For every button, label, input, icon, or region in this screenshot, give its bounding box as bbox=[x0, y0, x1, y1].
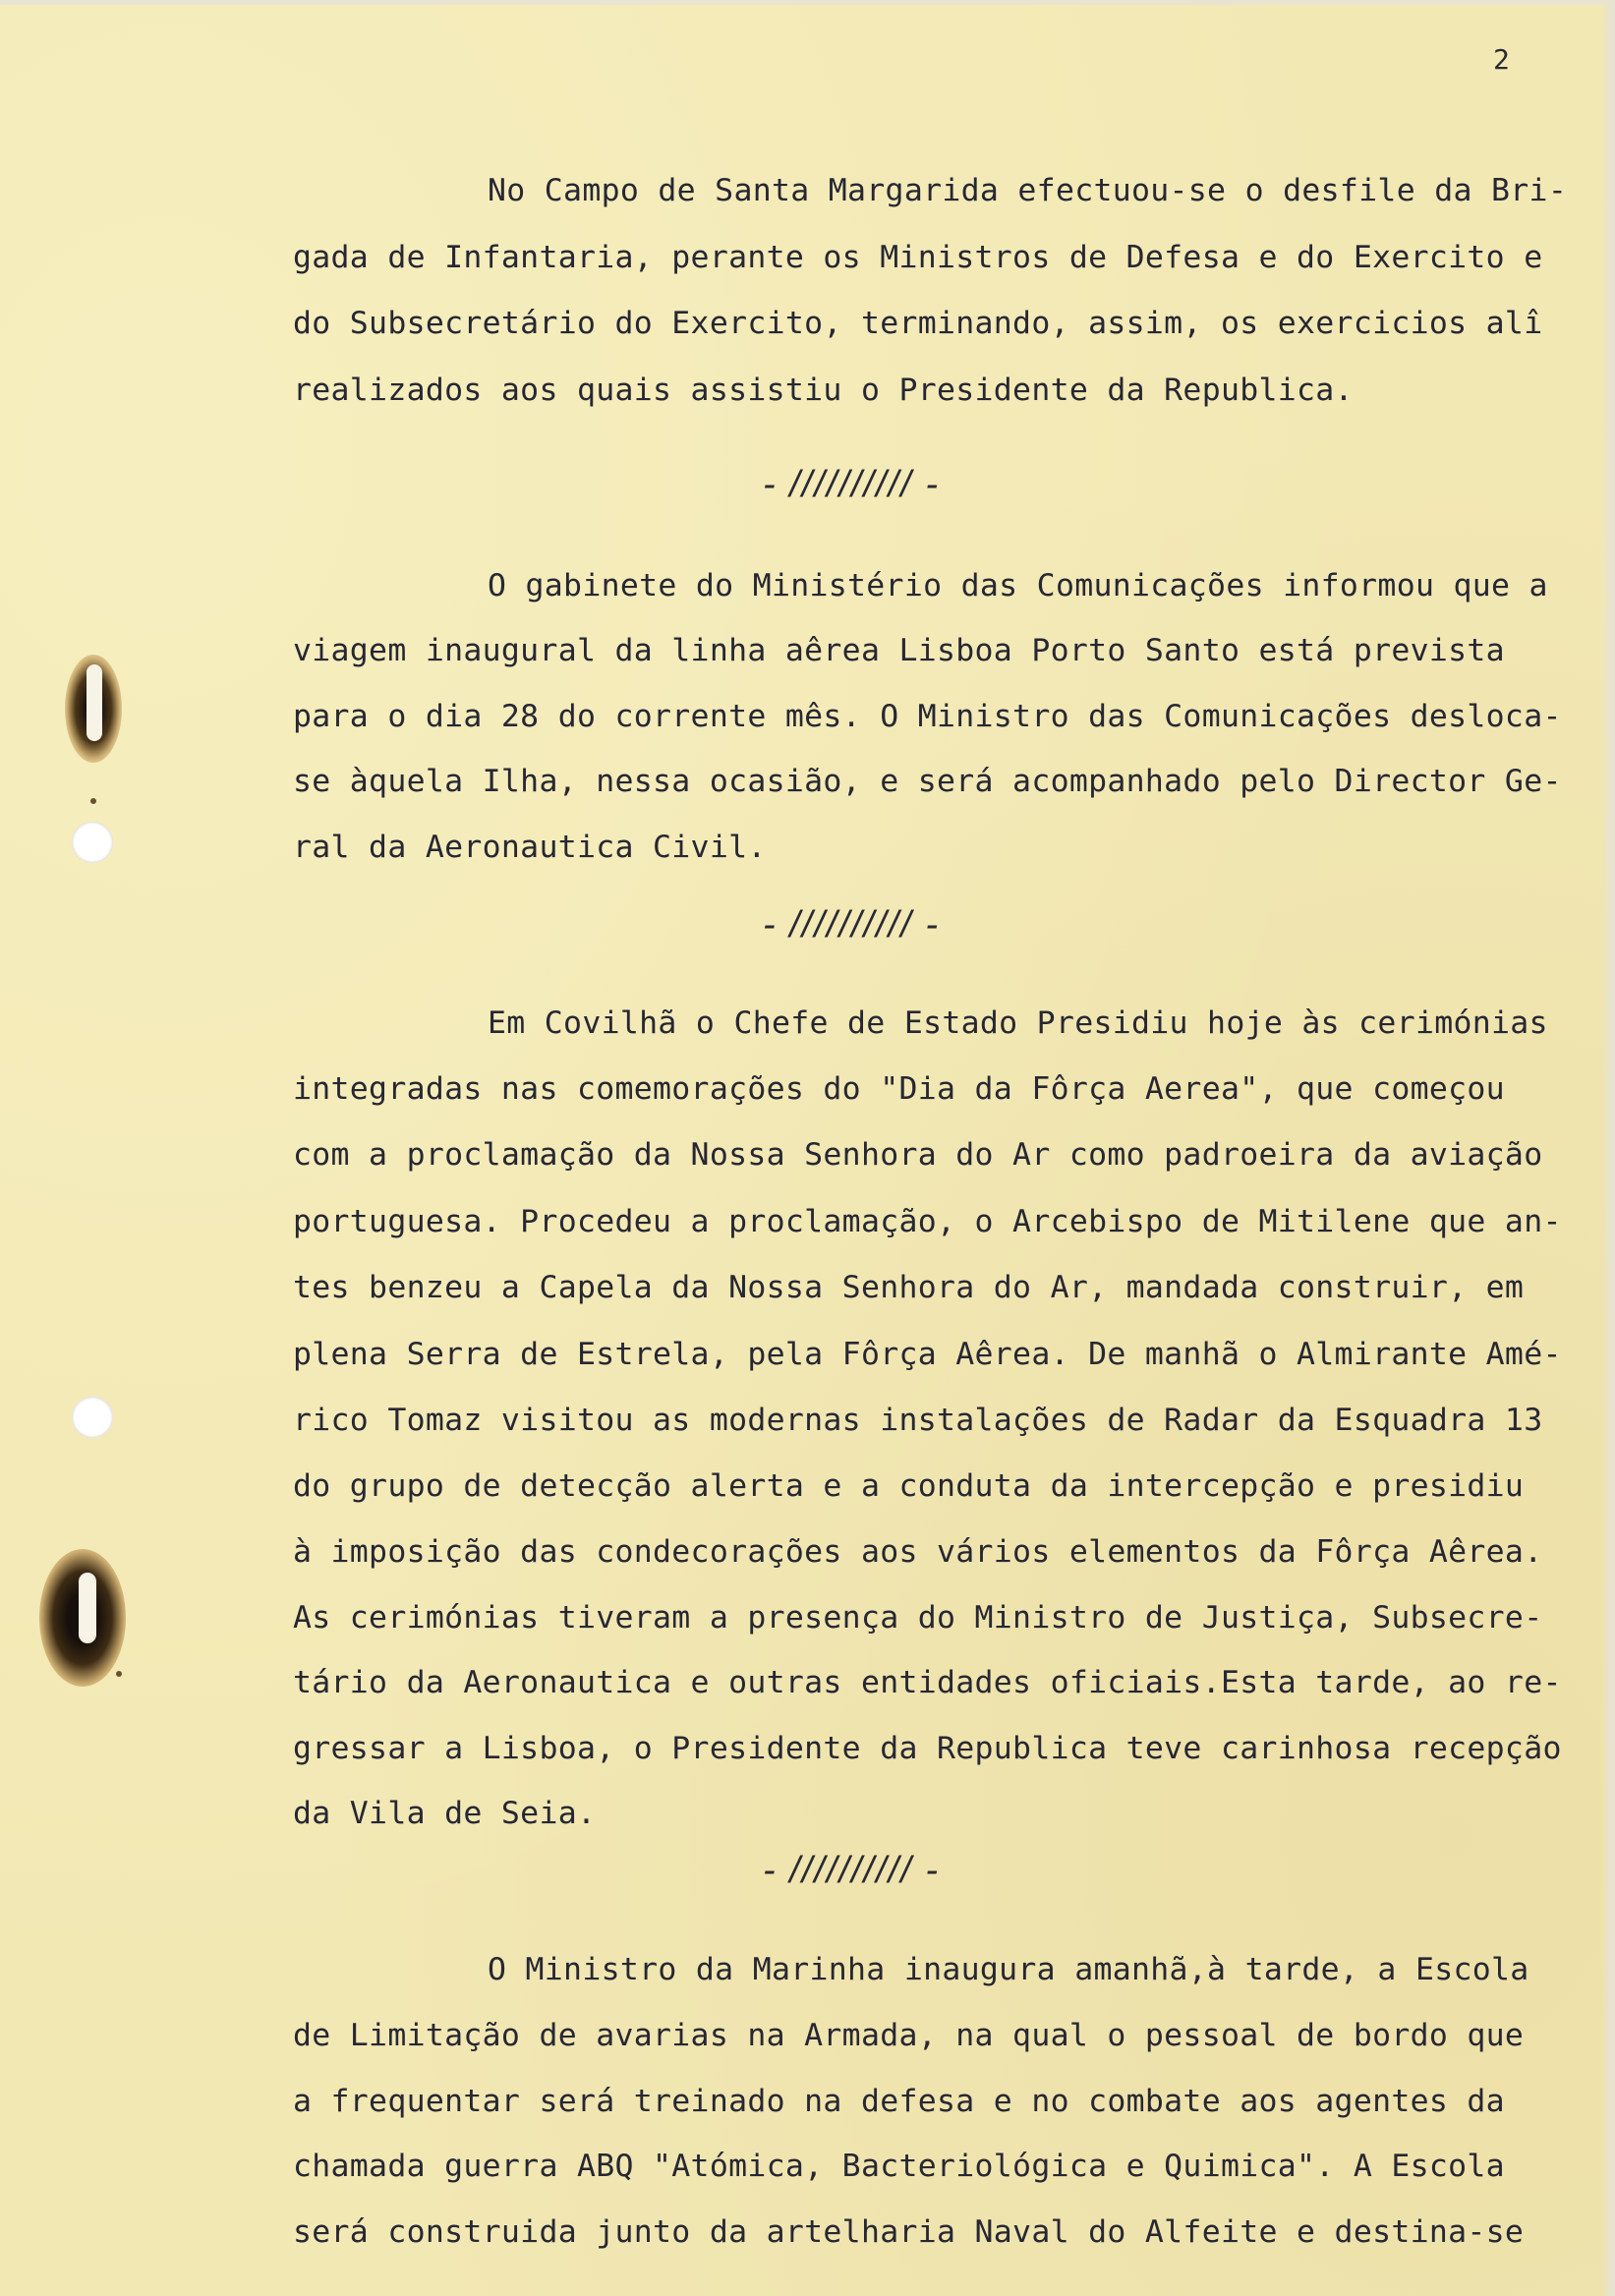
text-line: do grupo de detecção alerta e a conduta da intercepção e presidiu bbox=[293, 1468, 1525, 1504]
text-line: ral da Aeronautica Civil. bbox=[293, 830, 767, 865]
text-line: tes benzeu a Capela da Nossa Senhora do Ar, mandada construir, em bbox=[293, 1270, 1525, 1305]
paper-right-edge bbox=[1601, 0, 1615, 2296]
text-line: de Limitação de avarias na Armada, na qual o pessoal de bordo que bbox=[293, 2018, 1525, 2053]
text-line: chamada guerra ABQ "Atómica, Bacteriológica e Quimica". A Escola bbox=[293, 2149, 1505, 2184]
paper-top-edge bbox=[0, 0, 1615, 5]
text-line: será construida junto da artelharia Naval do Alfeite e destina-se bbox=[293, 2214, 1525, 2250]
text-line: gressar a Lisboa, o Presidente da Republica teve carinhosa recepção bbox=[293, 1731, 1562, 1766]
burn-hole bbox=[87, 664, 102, 741]
text-line: integradas nas comemorações do "Dia da Fôrça Aerea", que começou bbox=[293, 1071, 1505, 1107]
text-line: viagem inaugural da linha aêrea Lisboa Porto Santo está prevista bbox=[293, 633, 1505, 668]
text-line: do Subsecretário do Exercito, terminando, assim, os exercicios alî bbox=[293, 306, 1543, 341]
text-line: No Campo de Santa Margarida efectuou-se o desfile da Bri- bbox=[488, 173, 1568, 208]
text-line: à imposição das condecorações aos vários elementos da Fôrça Aêrea. bbox=[293, 1534, 1543, 1570]
text-line: O gabinete do Ministério das Comunicações informou que a bbox=[488, 568, 1548, 603]
text-line: para o dia 28 do corrente mês. O Ministro das Comunicações desloca- bbox=[293, 699, 1562, 734]
text-line: plena Serra de Estrela, pela Fôrça Aêrea. De manhã o Almirante Amé- bbox=[293, 1337, 1562, 1372]
text-line: O Ministro da Marinha inaugura amanhã,à tarde, a Escola bbox=[488, 1952, 1529, 1987]
text-line: As cerimónias tiveram a presença do Ministro de Justiça, Subsecre- bbox=[293, 1600, 1543, 1636]
text-line: rico Tomaz visitou as modernas instalações de Radar da Esquadra 13 bbox=[293, 1403, 1543, 1438]
section-separator: - ////////// - bbox=[763, 464, 940, 505]
binder-hole bbox=[72, 1397, 113, 1438]
speck bbox=[90, 798, 96, 804]
burn-hole bbox=[79, 1573, 96, 1643]
text-line: realizados aos quais assistiu o Presidente da Republica. bbox=[293, 373, 1354, 408]
text-line: da Vila de Seia. bbox=[293, 1796, 597, 1831]
speck bbox=[116, 1671, 122, 1677]
text-line: se àquela Ilha, nessa ocasião, e será acompanhado pelo Director Ge- bbox=[293, 764, 1562, 799]
section-separator: - ////////// - bbox=[763, 1850, 940, 1891]
text-line: tário da Aeronautica e outras entidades oficiais.Esta tarde, ao re- bbox=[293, 1665, 1562, 1700]
text-line: gada de Infantaria, perante os Ministros de Defesa e do Exercito e bbox=[293, 240, 1543, 275]
page-number: 2 bbox=[1493, 43, 1510, 76]
text-line: com a proclamação da Nossa Senhora do Ar como padroeira da aviação bbox=[293, 1137, 1543, 1173]
section-separator: - ////////// - bbox=[763, 904, 940, 946]
text-line: Em Covilhã o Chefe de Estado Presidiu hoje às cerimónias bbox=[488, 1005, 1548, 1041]
text-line: a frequentar será treinado na defesa e no combate aos agentes da bbox=[293, 2084, 1505, 2119]
binder-hole bbox=[72, 822, 113, 863]
text-line: portuguesa. Procedeu a proclamação, o Arcebispo de Mitilene que an- bbox=[293, 1204, 1562, 1239]
